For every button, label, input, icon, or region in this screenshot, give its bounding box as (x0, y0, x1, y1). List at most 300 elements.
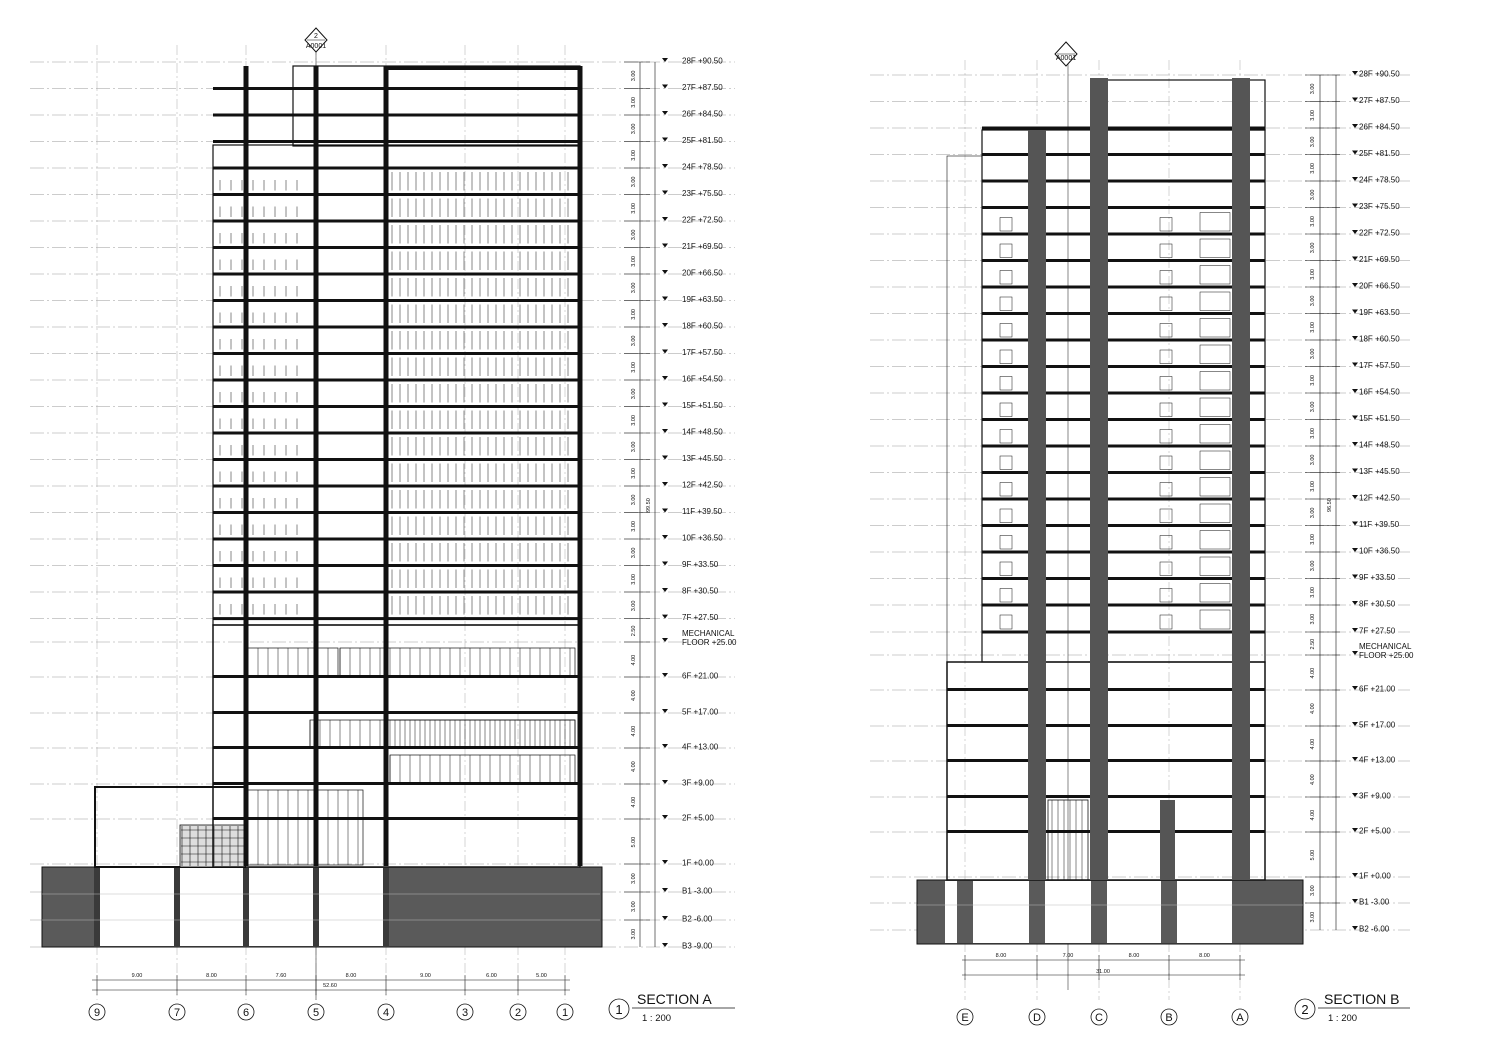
door (1000, 271, 1012, 285)
unit-furniture (1200, 557, 1230, 576)
door (1000, 377, 1012, 391)
door (1160, 615, 1172, 629)
floor-slab (982, 551, 1265, 554)
level-marker (1352, 926, 1358, 930)
span-dim: 5.00 (536, 973, 547, 979)
level-label: B2 -6.00 (1359, 924, 1390, 934)
unit-furniture (1200, 610, 1230, 629)
level-label: 13F +45.50 (682, 454, 723, 463)
level-label: 21F +69.50 (682, 242, 723, 251)
level-marker (662, 744, 668, 748)
level-label: 2F +5.00 (1359, 826, 1391, 836)
level-marker (662, 164, 668, 168)
floor-slab (213, 485, 580, 488)
floor-height-dim: 3.00 (1310, 507, 1316, 519)
level-marker (1352, 722, 1358, 726)
floor-height-dim: 4.00 (1310, 667, 1316, 679)
level-marker (1352, 336, 1358, 340)
grid-bubble-label: 5 (312, 1007, 320, 1019)
curtain-wall (248, 648, 338, 676)
floor-slab (213, 617, 580, 620)
floor-height-dim: 3.00 (1310, 269, 1316, 280)
basement-column (243, 868, 249, 947)
span-dim: 9.00 (131, 973, 143, 979)
floor-height-dim: 3.00 (1310, 885, 1316, 896)
span-dim: 8.00 (1199, 953, 1210, 959)
door (1160, 483, 1172, 497)
floor-slab (213, 114, 580, 117)
core-c (1090, 78, 1108, 880)
level-marker (1352, 71, 1358, 75)
floor-slab (982, 286, 1265, 289)
door (1160, 324, 1172, 338)
level-marker (1352, 899, 1358, 903)
level-marker (1352, 548, 1358, 552)
level-label: 8F +30.50 (682, 586, 719, 596)
floor-slab (982, 153, 1265, 156)
span-dim: 8.00 (206, 973, 217, 979)
floor-height-dim: 3.00 (1310, 428, 1316, 439)
floor-slab (982, 259, 1265, 262)
level-marker (1352, 757, 1358, 761)
span-dim: 9.00 (420, 973, 431, 979)
floor-height-dim: 3.00 (631, 521, 637, 532)
span-dim: 8.00 (1128, 953, 1140, 959)
floor-slab (213, 326, 580, 329)
core-d (1028, 130, 1046, 880)
door (1000, 562, 1012, 576)
floor-height-dim: 3.00 (631, 203, 637, 214)
floor-height-dim: 3.00 (1310, 481, 1316, 492)
level-marker (662, 916, 668, 920)
floor-slab (982, 312, 1265, 315)
floor-height-dim: 3.00 (631, 309, 637, 320)
floor-slab (213, 220, 580, 223)
unit-furniture (1200, 292, 1230, 311)
floor-slab (213, 458, 580, 461)
floor-height-dim: 3.00 (1310, 560, 1316, 572)
floor-height-dim: 3.00 (631, 97, 637, 108)
level-label: 17F +57.50 (1359, 361, 1400, 370)
total-height-dim: 96.50 (1327, 498, 1333, 512)
level-label: 15F +51.50 (1359, 414, 1400, 423)
level-marker (662, 673, 668, 677)
floor-height-dim: 3.00 (631, 335, 637, 347)
unit-furniture (1200, 531, 1230, 550)
span-dim: 7.00 (1062, 953, 1074, 959)
view-number: 2 (1301, 1002, 1309, 1017)
floor-height-dim: 5.00 (631, 836, 637, 848)
column (384, 66, 389, 866)
door (1160, 536, 1172, 550)
level-label: 14F +48.50 (1359, 440, 1400, 450)
level-marker (662, 270, 668, 274)
column (314, 66, 319, 866)
unit-furniture (1200, 239, 1230, 258)
floor-height-dim: 3.00 (1310, 216, 1316, 227)
basement-column (174, 868, 180, 947)
view-title: SECTION A (637, 991, 712, 1007)
floor-height-dim: 3.00 (631, 468, 637, 479)
floor-slab (213, 379, 580, 382)
level-label: 23F +75.50 (682, 189, 723, 198)
floor-height-dim: 3.00 (631, 873, 637, 884)
level-marker (1352, 575, 1358, 579)
floor-slab (982, 418, 1265, 421)
level-marker (1352, 495, 1358, 499)
podium-slab (213, 711, 580, 714)
floor-slab (982, 206, 1265, 209)
unit-furniture (1200, 584, 1230, 603)
level-label: 25F +81.50 (1359, 149, 1400, 158)
floor-height-dim: 3.00 (1310, 136, 1316, 148)
unit-furniture (1200, 213, 1230, 232)
basement-column (1161, 881, 1177, 943)
section-tag-bottom: A0001 (1055, 55, 1077, 62)
door (1160, 403, 1172, 417)
level-marker (1352, 469, 1358, 473)
level-marker (1352, 151, 1358, 155)
section-tag-bottom: A0001 (305, 43, 327, 50)
floor-height-dim: 3.00 (631, 415, 637, 426)
floor-slab (982, 339, 1265, 342)
floor-height-dim: 3.00 (631, 600, 637, 612)
grid-bubble-label: 6 (242, 1007, 250, 1019)
core-b-lower (1160, 800, 1175, 880)
floor-height-dim: 3.00 (1310, 911, 1316, 923)
level-label: 20F +66.50 (682, 268, 723, 278)
door (1000, 483, 1012, 497)
floor-height-dim: 3.00 (631, 150, 637, 161)
view-scale: 1 : 200 (1328, 1013, 1358, 1024)
tower-outline (982, 130, 1265, 662)
level-label: 2F +5.00 (682, 813, 714, 823)
floor-height-dim: 3.00 (631, 229, 637, 241)
curtain-wall (248, 790, 363, 865)
floor-height-dim: 3.00 (1310, 322, 1316, 333)
level-label: 6F +21.00 (682, 671, 719, 681)
floor-height-dim: 3.00 (631, 928, 637, 940)
level-marker (662, 403, 668, 407)
level-marker (1352, 124, 1358, 128)
level-marker (1352, 651, 1358, 655)
level-marker (1352, 283, 1358, 287)
floor-height-dim: 3.00 (1310, 613, 1316, 625)
level-label: 22F +72.50 (1359, 228, 1400, 238)
floor-slab (213, 193, 580, 196)
level-marker (662, 58, 668, 62)
door (1160, 350, 1172, 364)
tower-lower-outline (213, 145, 580, 625)
door (1160, 377, 1172, 391)
level-label: 21F +69.50 (1359, 255, 1400, 264)
level-marker (1352, 177, 1358, 181)
level-marker (662, 943, 668, 947)
floor-slab (213, 511, 580, 514)
door (1160, 218, 1172, 232)
floor-height-dim: 3.00 (631, 388, 637, 400)
level-label: 27F +87.50 (1359, 96, 1400, 105)
level-marker (1352, 873, 1358, 877)
door (1000, 430, 1012, 444)
basement-void (945, 881, 1235, 943)
level-marker (1352, 257, 1358, 261)
level-marker (662, 350, 668, 354)
level-label-line2: FLOOR +25.00 (682, 638, 737, 647)
tower-side-wall (947, 156, 982, 662)
floor-height-dim: 4.00 (631, 796, 637, 808)
floor-height-dim: 3.00 (631, 176, 637, 188)
unit-furniture (1200, 319, 1230, 338)
level-marker (1352, 601, 1358, 605)
level-marker (662, 138, 668, 142)
level-label: 18F +60.50 (1359, 334, 1400, 344)
floor-height-dim: 3.00 (1310, 83, 1316, 95)
level-label: 9F +33.50 (1359, 573, 1396, 582)
level-marker (662, 588, 668, 592)
level-marker (662, 217, 668, 221)
level-label: B1 -3.00 (1359, 897, 1390, 907)
level-label: 3F +9.00 (682, 778, 714, 788)
unit-furniture (1200, 266, 1230, 285)
grid-bubble-label: A (1236, 1012, 1244, 1024)
level-marker (662, 456, 668, 460)
level-label: 24F +78.50 (1359, 175, 1400, 185)
level-marker (1352, 98, 1358, 102)
level-label: 18F +60.50 (682, 321, 723, 331)
unit-furniture (1200, 504, 1230, 523)
door (1160, 297, 1172, 311)
door (1000, 456, 1012, 470)
floor-height-dim: 3.00 (631, 123, 637, 135)
podium-slab (213, 782, 580, 785)
floor-slab (213, 564, 580, 567)
level-marker (662, 535, 668, 539)
level-marker (1352, 230, 1358, 234)
level-marker (1352, 628, 1358, 632)
floor-slab (982, 577, 1265, 580)
section-tag-a (305, 28, 327, 52)
level-label: 5F +17.00 (682, 707, 719, 717)
floor-slab (213, 405, 580, 408)
door (1000, 244, 1012, 258)
unit-furniture (1200, 478, 1230, 497)
level-marker (662, 615, 668, 619)
floor-height-dim: 3.00 (631, 547, 637, 559)
basement-column (957, 881, 973, 943)
section-tag-top: 2 (314, 33, 318, 40)
floor-height-dim: 3.00 (1310, 242, 1316, 254)
floor-slab (982, 233, 1265, 236)
door (1160, 456, 1172, 470)
door (1000, 509, 1012, 523)
floor-height-dim: 4.00 (1310, 774, 1316, 785)
level-label: 3F +9.00 (1359, 791, 1391, 801)
level-label: 10F +36.50 (682, 533, 723, 543)
level-marker (662, 85, 668, 89)
door (1160, 562, 1172, 576)
floor-height-dim: 3.00 (1310, 534, 1316, 545)
basement-column (1091, 881, 1107, 943)
grid-bubble-label: 3 (461, 1007, 469, 1019)
floor-height-dim: 2.50 (631, 625, 637, 637)
level-marker (662, 815, 668, 819)
door (1000, 297, 1012, 311)
level-label: 11F +39.50 (1359, 520, 1400, 529)
level-label: 26F +84.50 (682, 109, 723, 119)
level-label: 7F +27.50 (682, 613, 719, 623)
door (1000, 350, 1012, 364)
section-tag-b (1055, 42, 1077, 66)
floor-height-dim: 3.00 (631, 362, 637, 373)
floor-height-dim: 2.50 (1310, 638, 1316, 650)
door (1000, 218, 1012, 232)
level-label: 20F +66.50 (1359, 281, 1400, 291)
door (1000, 536, 1012, 550)
level-marker (1352, 522, 1358, 526)
curtain-wall (390, 755, 575, 783)
level-marker (662, 888, 668, 892)
door (1160, 589, 1172, 603)
floor-slab (213, 299, 580, 302)
floor-height-dim: 3.00 (1310, 375, 1316, 386)
level-label: 4F +13.00 (1359, 755, 1396, 765)
floor-slab (982, 445, 1265, 448)
level-label: 8F +30.50 (1359, 599, 1396, 609)
level-marker (1352, 828, 1358, 832)
level-marker (1352, 793, 1358, 797)
column (244, 66, 249, 866)
grid-bubble-label: 9 (93, 1007, 101, 1019)
view-number: 1 (615, 1002, 623, 1017)
level-marker (662, 244, 668, 248)
level-label: 14F +48.50 (682, 427, 723, 437)
floor-slab (982, 604, 1265, 607)
level-label: 28F +90.50 (682, 56, 723, 66)
level-label: 5F +17.00 (1359, 720, 1396, 730)
floor-slab (213, 167, 580, 170)
roof-slab (385, 66, 580, 70)
level-label: 13F +45.50 (1359, 467, 1400, 476)
floor-slab (982, 471, 1265, 474)
level-marker (1352, 310, 1358, 314)
span-dim: 8.00 (995, 953, 1007, 959)
floor-slab (213, 432, 580, 435)
view-title: SECTION B (1324, 991, 1400, 1007)
level-label: 17F +57.50 (682, 348, 723, 357)
level-label: 26F +84.50 (1359, 122, 1400, 132)
floor-height-dim: 3.00 (1310, 295, 1316, 307)
floor-height-dim: 3.00 (1310, 110, 1316, 121)
floor-height-dim: 5.00 (1310, 849, 1316, 861)
floor-height-dim: 3.00 (631, 70, 637, 82)
floor-slab (982, 524, 1265, 527)
span-dim: 6.00 (486, 973, 497, 979)
level-marker (662, 111, 668, 115)
core-a (1232, 78, 1250, 880)
level-label: 23F +75.50 (1359, 202, 1400, 211)
door (1160, 430, 1172, 444)
floor-height-dim: 3.00 (631, 901, 637, 912)
grid-bubble-label: C (1095, 1012, 1103, 1024)
basement-column (383, 868, 389, 947)
level-label: 16F +54.50 (1359, 387, 1400, 397)
floor-slab (213, 273, 580, 276)
basement-void (100, 868, 385, 946)
unit-furniture (1200, 345, 1230, 364)
total-span-dim: 31.00 (1096, 969, 1110, 975)
level-label: 7F +27.50 (1359, 626, 1396, 636)
door (1000, 615, 1012, 629)
floor-slab (982, 631, 1265, 634)
level-marker (1352, 363, 1358, 367)
level-label: 25F +81.50 (682, 136, 723, 145)
grid-bubble-label: 2 (514, 1007, 522, 1019)
door (1000, 324, 1012, 338)
unit-furniture (1200, 372, 1230, 391)
floor-height-dim: 3.00 (1310, 348, 1316, 360)
level-marker (662, 562, 668, 566)
level-marker (662, 638, 668, 642)
door (1000, 589, 1012, 603)
level-marker (1352, 416, 1358, 420)
door (1160, 271, 1172, 285)
level-label: 6F +21.00 (1359, 684, 1396, 694)
level-label: 24F +78.50 (682, 162, 723, 172)
level-label: 4F +13.00 (682, 742, 719, 752)
level-marker (1352, 686, 1358, 690)
floor-slab (213, 246, 580, 249)
floor-height-dim: 3.00 (631, 574, 637, 585)
floor-height-dim: 3.00 (631, 441, 637, 453)
level-label: 12F +42.50 (682, 480, 723, 490)
level-label: 19F +63.50 (682, 295, 723, 304)
level-marker (662, 297, 668, 301)
level-label: 1F +0.00 (1359, 871, 1391, 881)
level-label: 12F +42.50 (1359, 493, 1400, 503)
grid-bubble-label: B (1165, 1012, 1173, 1024)
floor-height-dim: 3.00 (631, 256, 637, 267)
floor-height-dim: 3.00 (1310, 454, 1316, 466)
level-label: 9F +33.50 (682, 560, 719, 569)
level-label: 15F +51.50 (682, 401, 723, 410)
door (1160, 509, 1172, 523)
floor-slab (982, 498, 1265, 501)
level-label: 10F +36.50 (1359, 546, 1400, 556)
floor-slab (213, 591, 580, 594)
level-label: 19F +63.50 (1359, 308, 1400, 317)
floor-height-dim: 4.00 (1310, 738, 1316, 750)
tower-crown-outline (293, 66, 580, 146)
floor-height-dim: 4.00 (631, 725, 637, 737)
floor-slab (982, 365, 1265, 368)
floor-height-dim: 3.00 (631, 494, 637, 506)
unit-furniture (1200, 398, 1230, 417)
floor-slab (982, 127, 1265, 130)
level-marker (1352, 389, 1358, 393)
floor-slab (982, 180, 1265, 183)
basement-column (1029, 881, 1045, 943)
unit-furniture (1200, 451, 1230, 470)
floor-height-dim: 3.00 (1310, 587, 1316, 598)
basement-column (1232, 881, 1248, 943)
level-marker (1352, 204, 1358, 208)
floor-height-dim: 3.00 (1310, 163, 1316, 174)
floor-slab (213, 87, 580, 90)
basement-column (94, 868, 100, 947)
level-marker (662, 482, 668, 486)
column (578, 66, 583, 866)
